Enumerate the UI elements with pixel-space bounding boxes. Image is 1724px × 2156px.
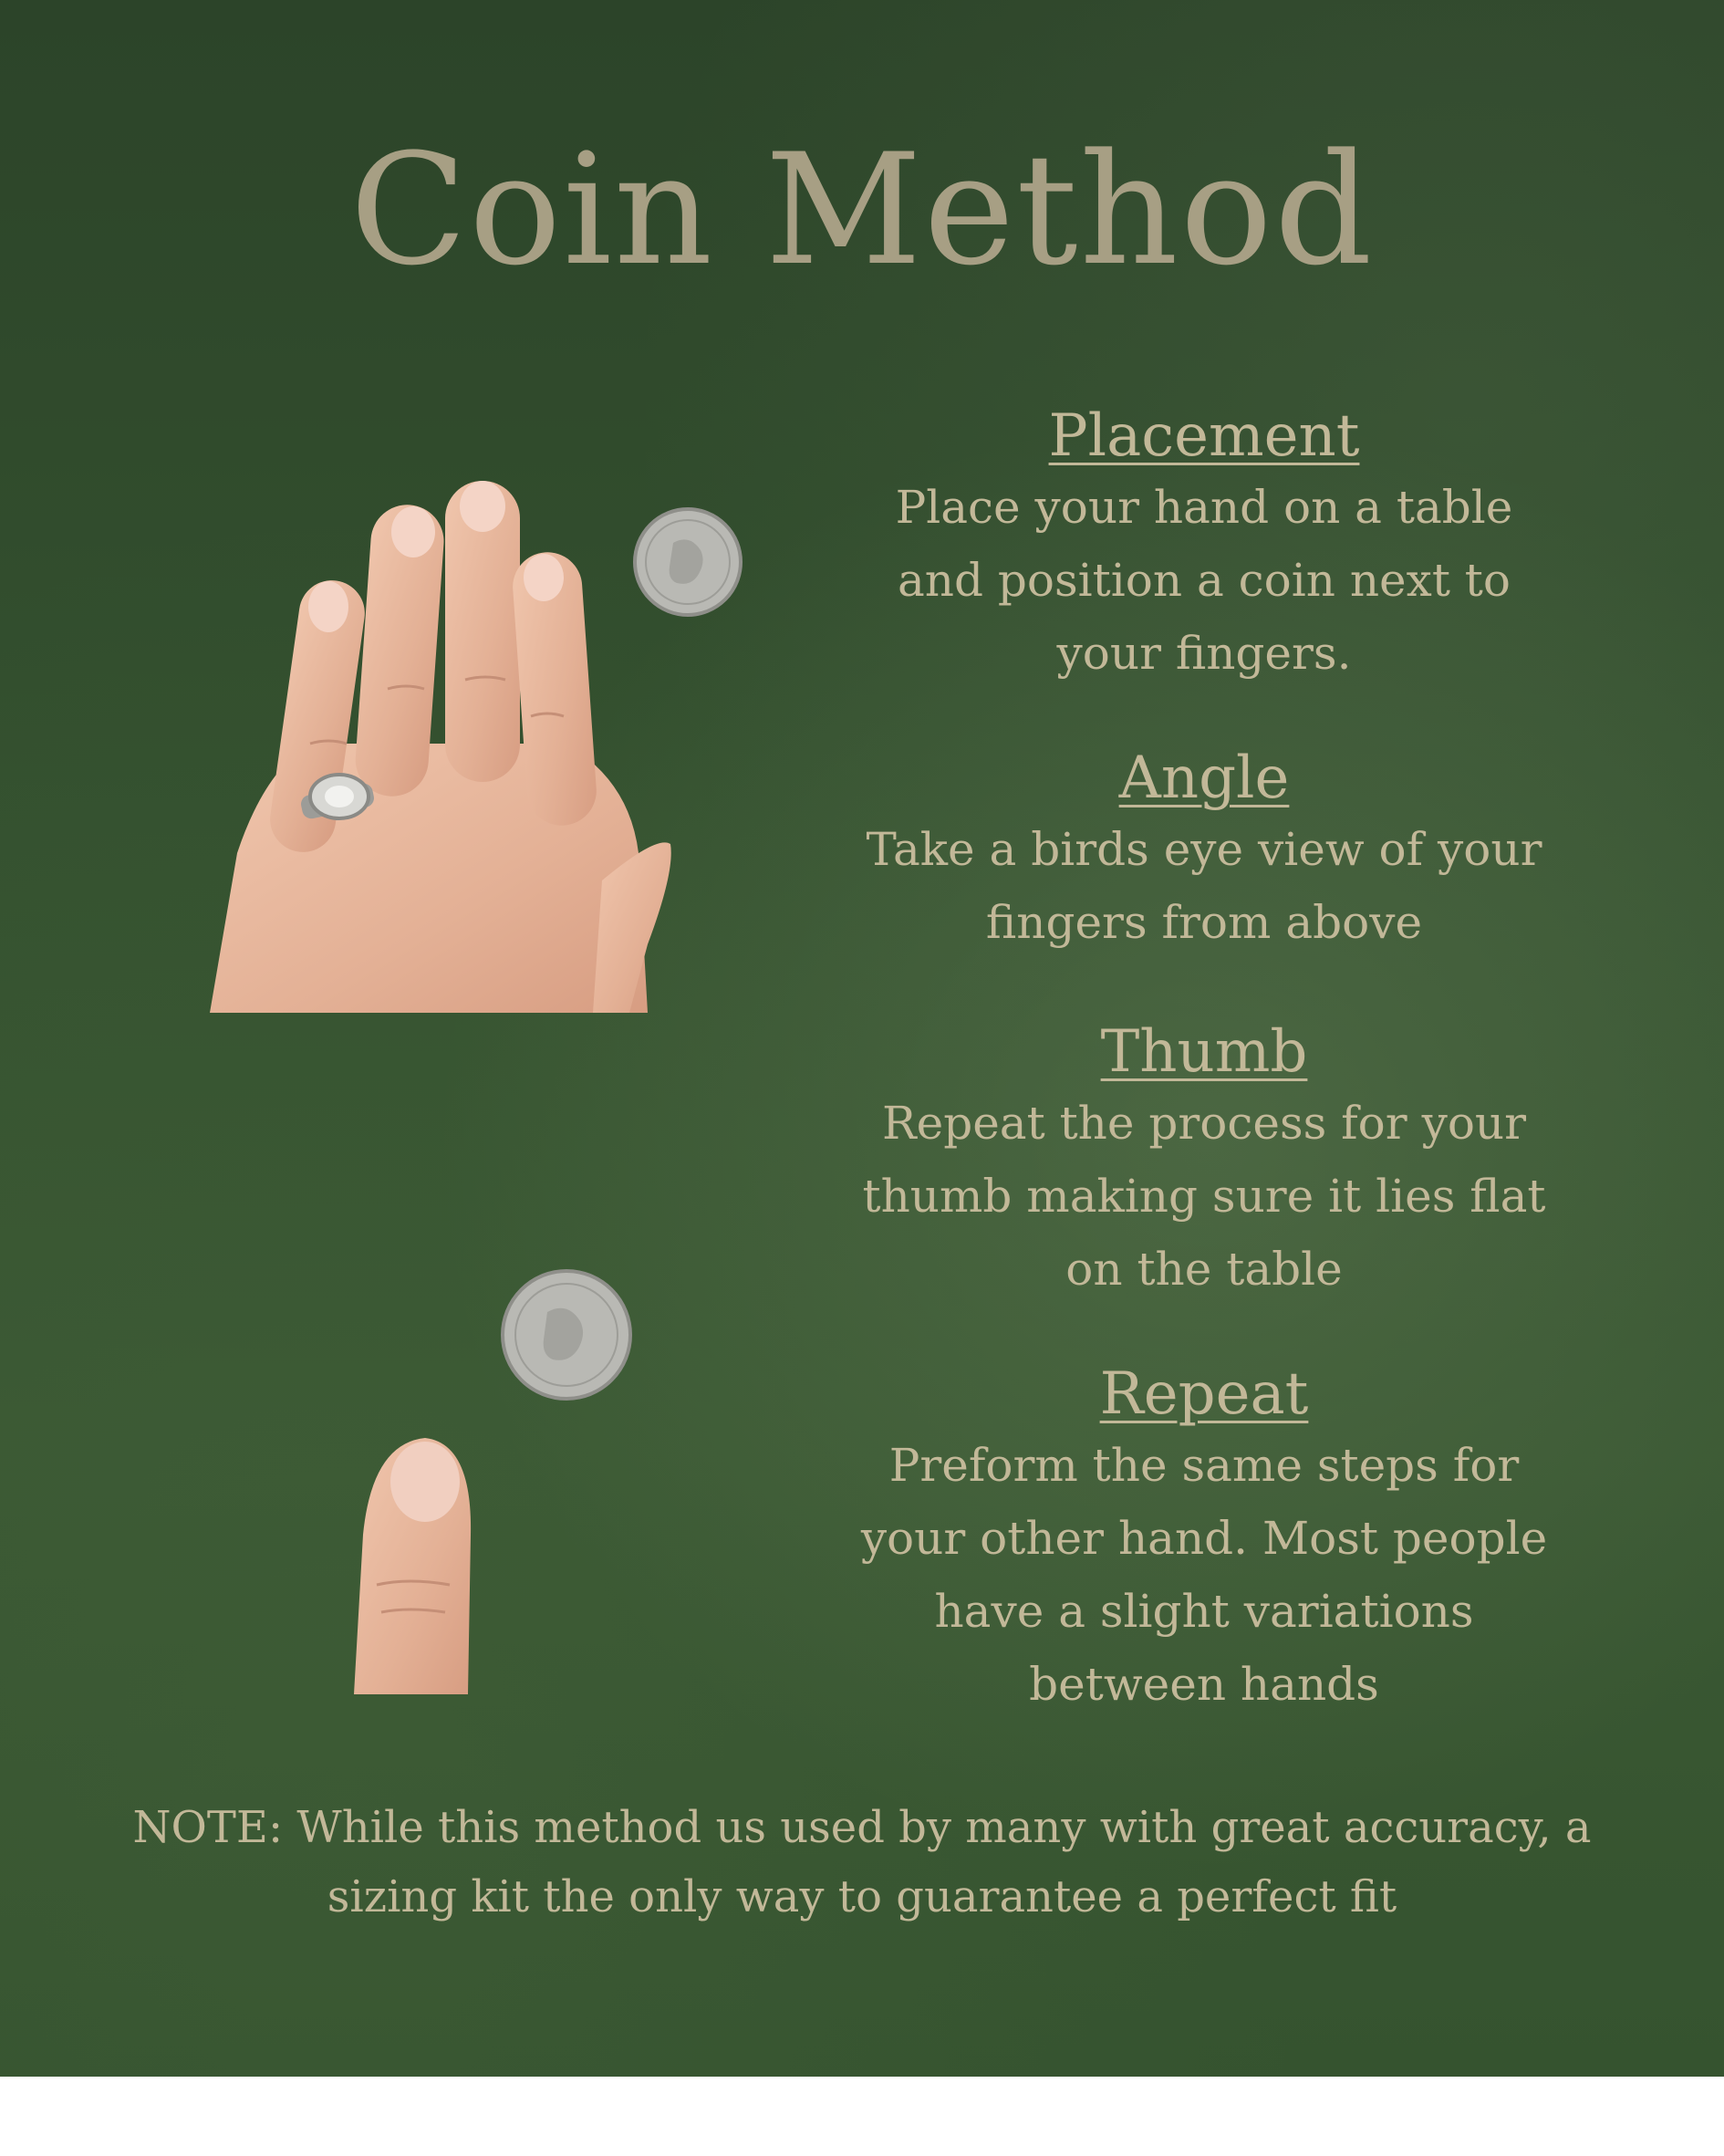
section-heading: Repeat: [1099, 1360, 1309, 1428]
section-heading: Placement: [1048, 402, 1360, 470]
note-text: NOTE: While this method us used by many with great accuracy, a sizing kit the only way to guarantee a perfect fit: [132, 1802, 1592, 1922]
thumb-section: [848, 1017, 1560, 1306]
coin-icon: [632, 506, 743, 618]
thumb-image: [336, 1434, 482, 1694]
section-body: Take a birds eye view of your fingers from above: [866, 823, 1542, 949]
section-body: Repeat the process for your thumb making sure it lies flat on the table: [862, 1097, 1546, 1296]
angle-section: [848, 744, 1560, 959]
section-body: Preform the same steps for your other hand. Most people have a slight variations between hands: [860, 1439, 1548, 1711]
page-title: Coin Method: [349, 120, 1375, 299]
placement-section: [848, 401, 1560, 690]
section-heading: Angle: [1118, 745, 1290, 812]
section-body: Place your hand on a table and position a coin next to your fingers.: [895, 481, 1513, 680]
section-heading: Thumb: [1100, 1018, 1308, 1086]
hand-with-ring-image: [201, 470, 675, 1017]
repeat-section: [848, 1359, 1560, 1721]
coin-icon: [500, 1268, 633, 1401]
